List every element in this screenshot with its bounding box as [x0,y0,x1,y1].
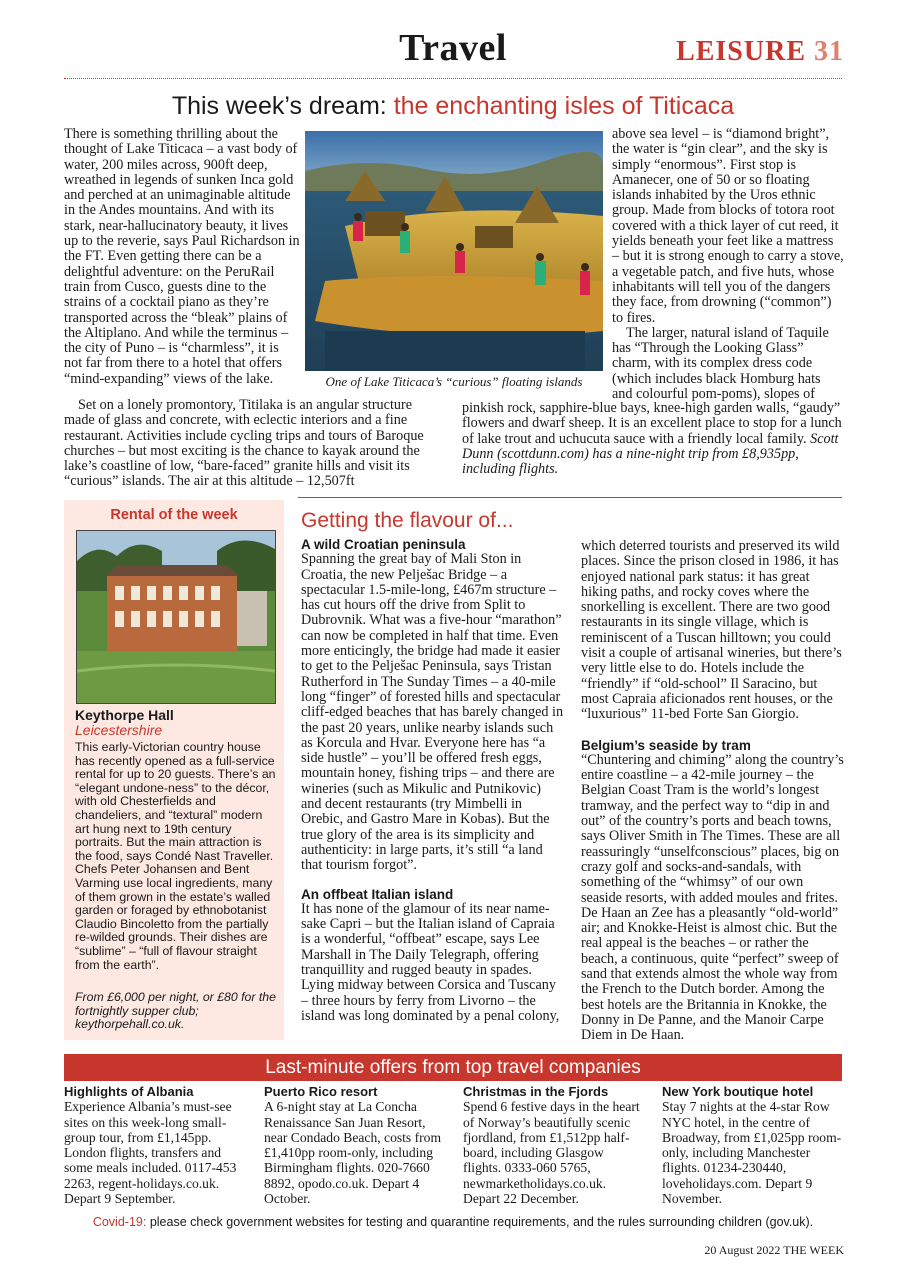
belgium-text: “Chuntering and chiming” along the country’s entire coastline – a 42-mile journey – the Belgian Coast Tram is the world’s longest tramway, and the perfect way to “dip in and out” of the country’s ports and beach towns, says Oliver Smith in The Times. These are all reassuringly “unselfconscious” places, big on crazy golf and socks-and-sandals, with something of the “whimsy” of our own seaside resorts, with added moules and frites. De Haan an Zee has a pleasantly “old-world” air; and Knokke-Heist is almost chic. But the real appeal is the beaches – or rather the beach, a continuous, quite “perfect” sweep of sand that extends almost the whole way from the French to the Dutch border. Among the best hotels are the Britannia in Knokke, the Donny in De Panne, and the Manoir Carpe Diem in De Haan. [581,751,844,1044]
croatia-text: Spanning the great bay of Mali Ston in Croatia, the new Pelješac Bridge – a spectacular 1.5-mile-long, £467m structure – has cut hours off the drive from Split to Dubrovnik. What was a five-hour “marathon” can now be completed in half that time. Even more enticingly, the bridge had made it easier to get to the Pelješac Peninsula, says Tristan Rutherford in The Sunday Times – a 40-mile long “finger” of forested hills and spectacular cliff-edged beaches that has barely changed in the past 20 years, unlike nearby islands such as Korcula and Hvar. Everyone here has “a side hustle” – you’ll be offered fresh eggs, mountain honey, fishing trips – and there are wineries (such as Mikulic and Putnikovic) and decent restaurants (try Mimbelli in Orebic, and Gastro Mare in Kobas). But the true glory of the area is its simplicity and authenticity: in large parts, it’s still “a land that tourism forgot”. [301,551,564,874]
offer-text: Experience Albania’s must-see sites on this week-long small-group tour, from £1,145pp. London flights, transfers and some meals included. 0117-453 2263, regent-holidays.co.uk. Depart 9 September. [64,1099,237,1207]
dream-paragraph-right-2: The larger, natural island of Taquile has “Through the Looking Glass” charm, with its complex dress code (which includes black Homburg hats and colourful pom-poms), slopes of [612,324,829,403]
dream-headline-accent: the enchanting isles of Titicaca [393,92,735,120]
offer-title: New York boutique hotel [662,1084,814,1099]
offer-fjords [463,1084,643,1206]
offer-puerto-rico [264,1084,444,1206]
page-footer [704,1243,844,1258]
dream-paragraph-3-text: pinkish rock, sapphire-blue bays, knee-high garden walls, “gaudy” flowers and dwarf sheep. It is an excellent place to stop for a lunch of lake trout and uchucuta sauce with a friendly local family. [462,400,842,447]
page-label [676,36,844,68]
covid-notice [0,1215,906,1229]
offer-albania [64,1084,244,1206]
flavour-column-1 [301,537,564,1024]
dream-paragraph-right-1: above sea level – is “diamond bright”, the water is “gin clear”, and the sky is simply “enormous”. First stop is Amanecer, one of 50 or so floating islands inhabited by the Uros ethnic group. Made from blocks of totora root covered with a thick layer of cut reed, it yields beneath your feet like a mattress – but it is strong enough to carry a stove, a vegetable patch, and five huts, whose inhabitants will tell you of the dangers they face, from drowning (“common”) to fires. [612,126,844,326]
dream-headline-lead: This week’s dream: [171,92,387,120]
dream-paragraph-1: There is something thrilling about the thought of Lake Titicaca – a vast body of water, 200 miles across, 900ft deep, wreathed in legends of sunken Inca gold and perched at an unimaginable altitude in the Andes mountains. And with its stark, near-hallucinatory beauty, it lives up to the reverie, says Paul Richardson in the FT. Even getting there can be a delightful adventure: on the PeruRail train from Cusco, guests dine to the strains of a cocktail piano as they’re transported across the “bleak” plains of the Altiplano. And while the terminus – the city of Puno – is “charmless”, it is not far from there to a hotel that offers “mind-expanding” views of the lake. [64,126,300,387]
page-number: 31 [814,36,844,67]
dream-offer-credit: Scott Dunn (scottdunn.com) has a nine-night trip from £8,935pp, including flights. [462,430,839,478]
rental-name: Keythorpe Hall [75,707,174,723]
lake-titicaca-photo [305,131,603,371]
offer-text: Stay 7 nights at the 4-star Row NYC hotel, in the centre of Broadway, from £1,025pp room-only, including Manchester flights. 01234-230440, loveholidays.com. Depart 9 November. [662,1099,842,1207]
belgium-subhead: Belgium’s seaside by tram [581,737,751,753]
offer-title: Highlights of Albania [64,1084,194,1099]
dream-headline [0,92,906,121]
offer-title: Christmas in the Fjords [463,1084,609,1099]
rental-county: Leicestershire [75,722,163,738]
italy-subhead: An offbeat Italian island [301,886,454,902]
italy-text: It has none of the glamour of its near name-sake Capri – but the Italian island of Capraia is a wonderful, “offbeat” escape, says Lee Marshall in The Daily Telegraph, offering tranquillity and rugged beauty in spades. Lying midway between Corsica and Tuscany – three hours by ferry from Livorno – the island was long dominated by a penal colony, [301,900,560,1024]
keythorpe-hall-photo [76,530,276,704]
offer-text: A 6-night stay at La Concha Renaissance San Juan Resort, near Condado Beach, costs from £1,410pp room-only, including Birmingham flights. 020-7660 8892, opodo.co.uk. Depart 4 October. [264,1099,442,1207]
flavour-divider [298,497,842,498]
offers-heading: Last-minute offers from top travel companies [64,1054,842,1081]
italy-text-continued: which deterred tourists and preserved its wild places. Since the prison closed in 1986, it has enjoyed national park status: it has great hiking paths, and rocky coves where the snorkelling is excellent. There are two good restaurants in its single village, which is reminiscent of a Tuscan hilltown; you could visit a couple of artisanal wineries, but there’s very little else to do. Hotels include the “friendly” if “old-school” Il Saracino, but most Capraia aficionados rent houses, or the “luxurious” 11-bed Forte San Giorgio. [581,538,842,723]
dream-paragraph-2: Set on a lonely promontory, Titilaka is an angular structure made of glass and concrete, with eclectic interiors and a fine restaurant. Activities include cycling trips and tours of Baroque churches – but most exciting is the chance to kayak around the lake’s coastline of low, “bare-faced” granite hills and visit its “curious” islands. The air at this altitude – 12,507ft [64,397,424,490]
offer-new-york [662,1084,842,1206]
rental-description: This early-Victorian country house has recently opened as a full-service rental for up to 20 guests. There’s an “elegant undone-ness” to the décor, with old Chesterfields and chandeliers, and “textural” modern art hung next to 19th century portraits. But the main attraction is the food, says Condé Nast Traveller. Chefs Peter Johansen and Bent Varming use local ingredients, many of them grown in the estate’s walled garden or foraged by ethnobotanist Claudio Bincoletto from the partially re-wilded grounds. Their dishes are “sublime” – “full of flavour straight from the earth”. [75,740,276,972]
country-house-illustration [77,531,275,703]
dream-left-column [64,127,300,387]
dream-paragraph-3 [462,401,844,477]
dream-right-column [612,127,844,402]
issue-date: 20 August 2022 [704,1243,781,1257]
section-title: Travel [399,27,507,69]
dream-bottom-left [64,398,446,490]
photo-caption: One of Lake Titicaca’s “curious” floating islands [325,374,583,389]
offer-title: Puerto Rico resort [264,1084,378,1099]
offer-text: Spend 6 festive days in the heart of Norway’s beautifully scenic fjordland, from £1,512pp half-board, including Glasgow flights. 0333-060 5765, newmarketholidays.co.uk. Depart 22 December. [463,1099,640,1207]
publication-name: THE WEEK [783,1243,844,1257]
flavour-heading: Getting the flavour of... [301,509,514,532]
covid-text: please check government websites for testing and quarantine requirements, and the rules surrounding children (gov.uk). [149,1215,814,1229]
flavour-column-2 [581,539,844,1044]
croatia-subhead: A wild Croatian peninsula [301,537,466,552]
rental-price: From £6,000 per night, or £80 for the fortnightly supper club; keythorpehall.co.uk. [75,990,276,1032]
rental-heading: Rental of the week [110,507,238,523]
page-label-text: LEISURE [676,36,806,67]
floating-island-illustration [305,131,603,371]
dream-bottom-right [462,401,844,477]
header-divider [64,78,842,79]
covid-label: Covid-19: [92,1215,147,1229]
